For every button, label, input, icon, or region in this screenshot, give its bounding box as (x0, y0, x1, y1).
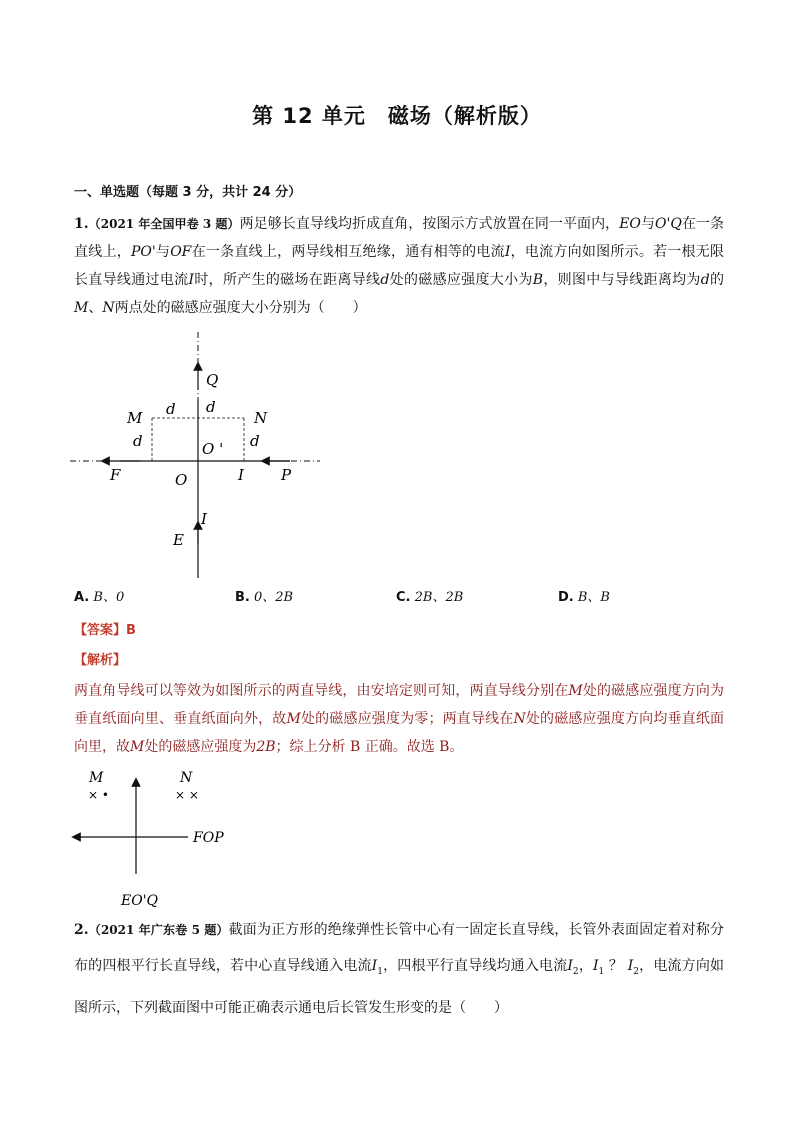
analysis-part: 处的磁感应强度方向均垂直纸面向里，故 (74, 711, 725, 755)
option-a[interactable] (74, 586, 124, 605)
q1-text: ，则图中与导线距离均为 (543, 272, 701, 288)
analysis-text (74, 677, 724, 761)
question-2 (74, 912, 724, 1026)
label-d: d (206, 398, 216, 416)
answer (74, 619, 136, 638)
var: EO (619, 216, 641, 232)
label-i: I (201, 510, 207, 528)
label-m: M (127, 409, 143, 427)
label-m: M (89, 770, 104, 786)
label-o-prime: O ' (202, 440, 224, 458)
var: d (700, 272, 710, 288)
field-marks-n: × × (175, 788, 199, 802)
subscript: 1 (377, 966, 383, 977)
option-value: B、0 (93, 590, 125, 605)
var: I (371, 958, 378, 974)
var: 2B (256, 739, 276, 755)
label-n: N (254, 409, 268, 427)
field-marks-m: × • (88, 788, 109, 802)
question-1 (74, 210, 724, 322)
var: OF (170, 244, 192, 260)
var: I (567, 958, 573, 974)
subscript: 1 (598, 966, 605, 977)
q1-text: 两点处的磁感应强度大小分别为（ ） (114, 300, 367, 316)
var: I (188, 272, 195, 288)
q2-text: ， (578, 958, 594, 974)
analysis-label: 【解析】 (74, 653, 127, 668)
var: I (504, 244, 511, 260)
q1-text: 与 (640, 216, 656, 232)
var: O'Q (655, 216, 682, 232)
answer-value: B (126, 623, 136, 638)
var: M (74, 300, 89, 316)
analysis-part: 处的磁感应强度为 (144, 739, 257, 755)
answer-label: 【答案】 (74, 623, 127, 638)
q1-text: 时，所产生的磁场在距离导线 (194, 272, 381, 288)
q1-text: 两足够长直导线均折成直角，按图示方式放置在同一平面内， (239, 216, 620, 232)
option-value: 2B、2B (414, 590, 464, 605)
var: N (102, 300, 115, 316)
q1-text: 的 (709, 272, 725, 288)
section-heading: 一、单选题（每题 3 分，共计 24 分） (74, 185, 302, 200)
var: I (627, 958, 634, 974)
analysis-part: 处的磁感应强度为零；两直导线在 (300, 711, 514, 727)
var: M (568, 683, 583, 699)
q2-text: 截面为正方形的绝缘弹性长管中心有一固定长直导线，长管外表面固定着对称分布的四根平行长直导线，若中心直导线通入电流 (74, 922, 724, 974)
q1-text: 在一条直线上， (74, 216, 725, 260)
label-d: d (250, 432, 260, 450)
q1-number: 1. (74, 216, 89, 232)
option-value: 0、2B (254, 590, 294, 605)
q2-number: 2. (74, 922, 89, 938)
label-p: P (281, 466, 292, 484)
var: PO' (130, 244, 156, 260)
var: N (513, 711, 526, 727)
q1-text: 处的磁感应强度大小为 (389, 272, 533, 288)
var: M (130, 739, 145, 755)
var: d (380, 272, 390, 288)
q1-text: 、 (88, 300, 103, 316)
subscript: 2 (633, 966, 639, 977)
label-q: Q (206, 371, 219, 389)
q2-source: （2021 年广东卷 5 题） (88, 923, 229, 937)
analysis-part: 两直角导线可以等效为如图所示的两直导线，由安培定则可知，两直导线分别在 (74, 683, 569, 699)
option-key: D. (558, 590, 574, 605)
option-b[interactable] (235, 586, 293, 605)
figure-1-wires (60, 330, 340, 580)
option-key: C. (396, 590, 411, 605)
page-title: 第 12 单元 磁场（解析版） (252, 104, 542, 128)
label-d: d (166, 400, 176, 418)
q1-text: ，电流方向如图所示。若一根无限长直导线通过电流 (74, 244, 725, 288)
subscript: 2 (572, 966, 579, 977)
var: M (286, 711, 301, 727)
q1-text: 与 (155, 244, 171, 260)
q2-text: ，四根平行直导线均通入电流 (382, 958, 568, 974)
label-f: F (110, 466, 121, 484)
option-value: B、B (577, 590, 610, 605)
option-key: A. (74, 590, 90, 605)
label-e: E (173, 531, 184, 549)
var: B (532, 272, 544, 288)
q1-source: （2021 年全国甲卷 3 题） (88, 217, 240, 231)
analysis-part: ；综上分析 B 正确。故选 B。 (275, 739, 464, 755)
label-eoq: EO'Q (121, 893, 159, 909)
figure-2-equivalent-wires (60, 762, 260, 912)
option-d[interactable] (558, 586, 610, 605)
var: I (593, 958, 599, 974)
comparison: ？ (604, 958, 628, 974)
analysis-part: 处的磁感应强度方向为垂直纸面向里、垂直纸面向外，故 (74, 683, 725, 727)
q1-text: 在一条直线上，两导线相互绝缘，通有相等的电流 (191, 244, 505, 260)
option-key: B. (235, 590, 250, 605)
label-n: N (180, 770, 193, 786)
option-c[interactable] (396, 586, 463, 605)
label-d: d (133, 432, 143, 450)
label-i: I (238, 466, 244, 484)
label-o: O (175, 471, 188, 489)
q2-text: ，电流方向如图所示，下列截面图中可能正确表示通电后长管发生形变的是（ ） (74, 958, 725, 1016)
label-fop: FOP (193, 830, 224, 846)
